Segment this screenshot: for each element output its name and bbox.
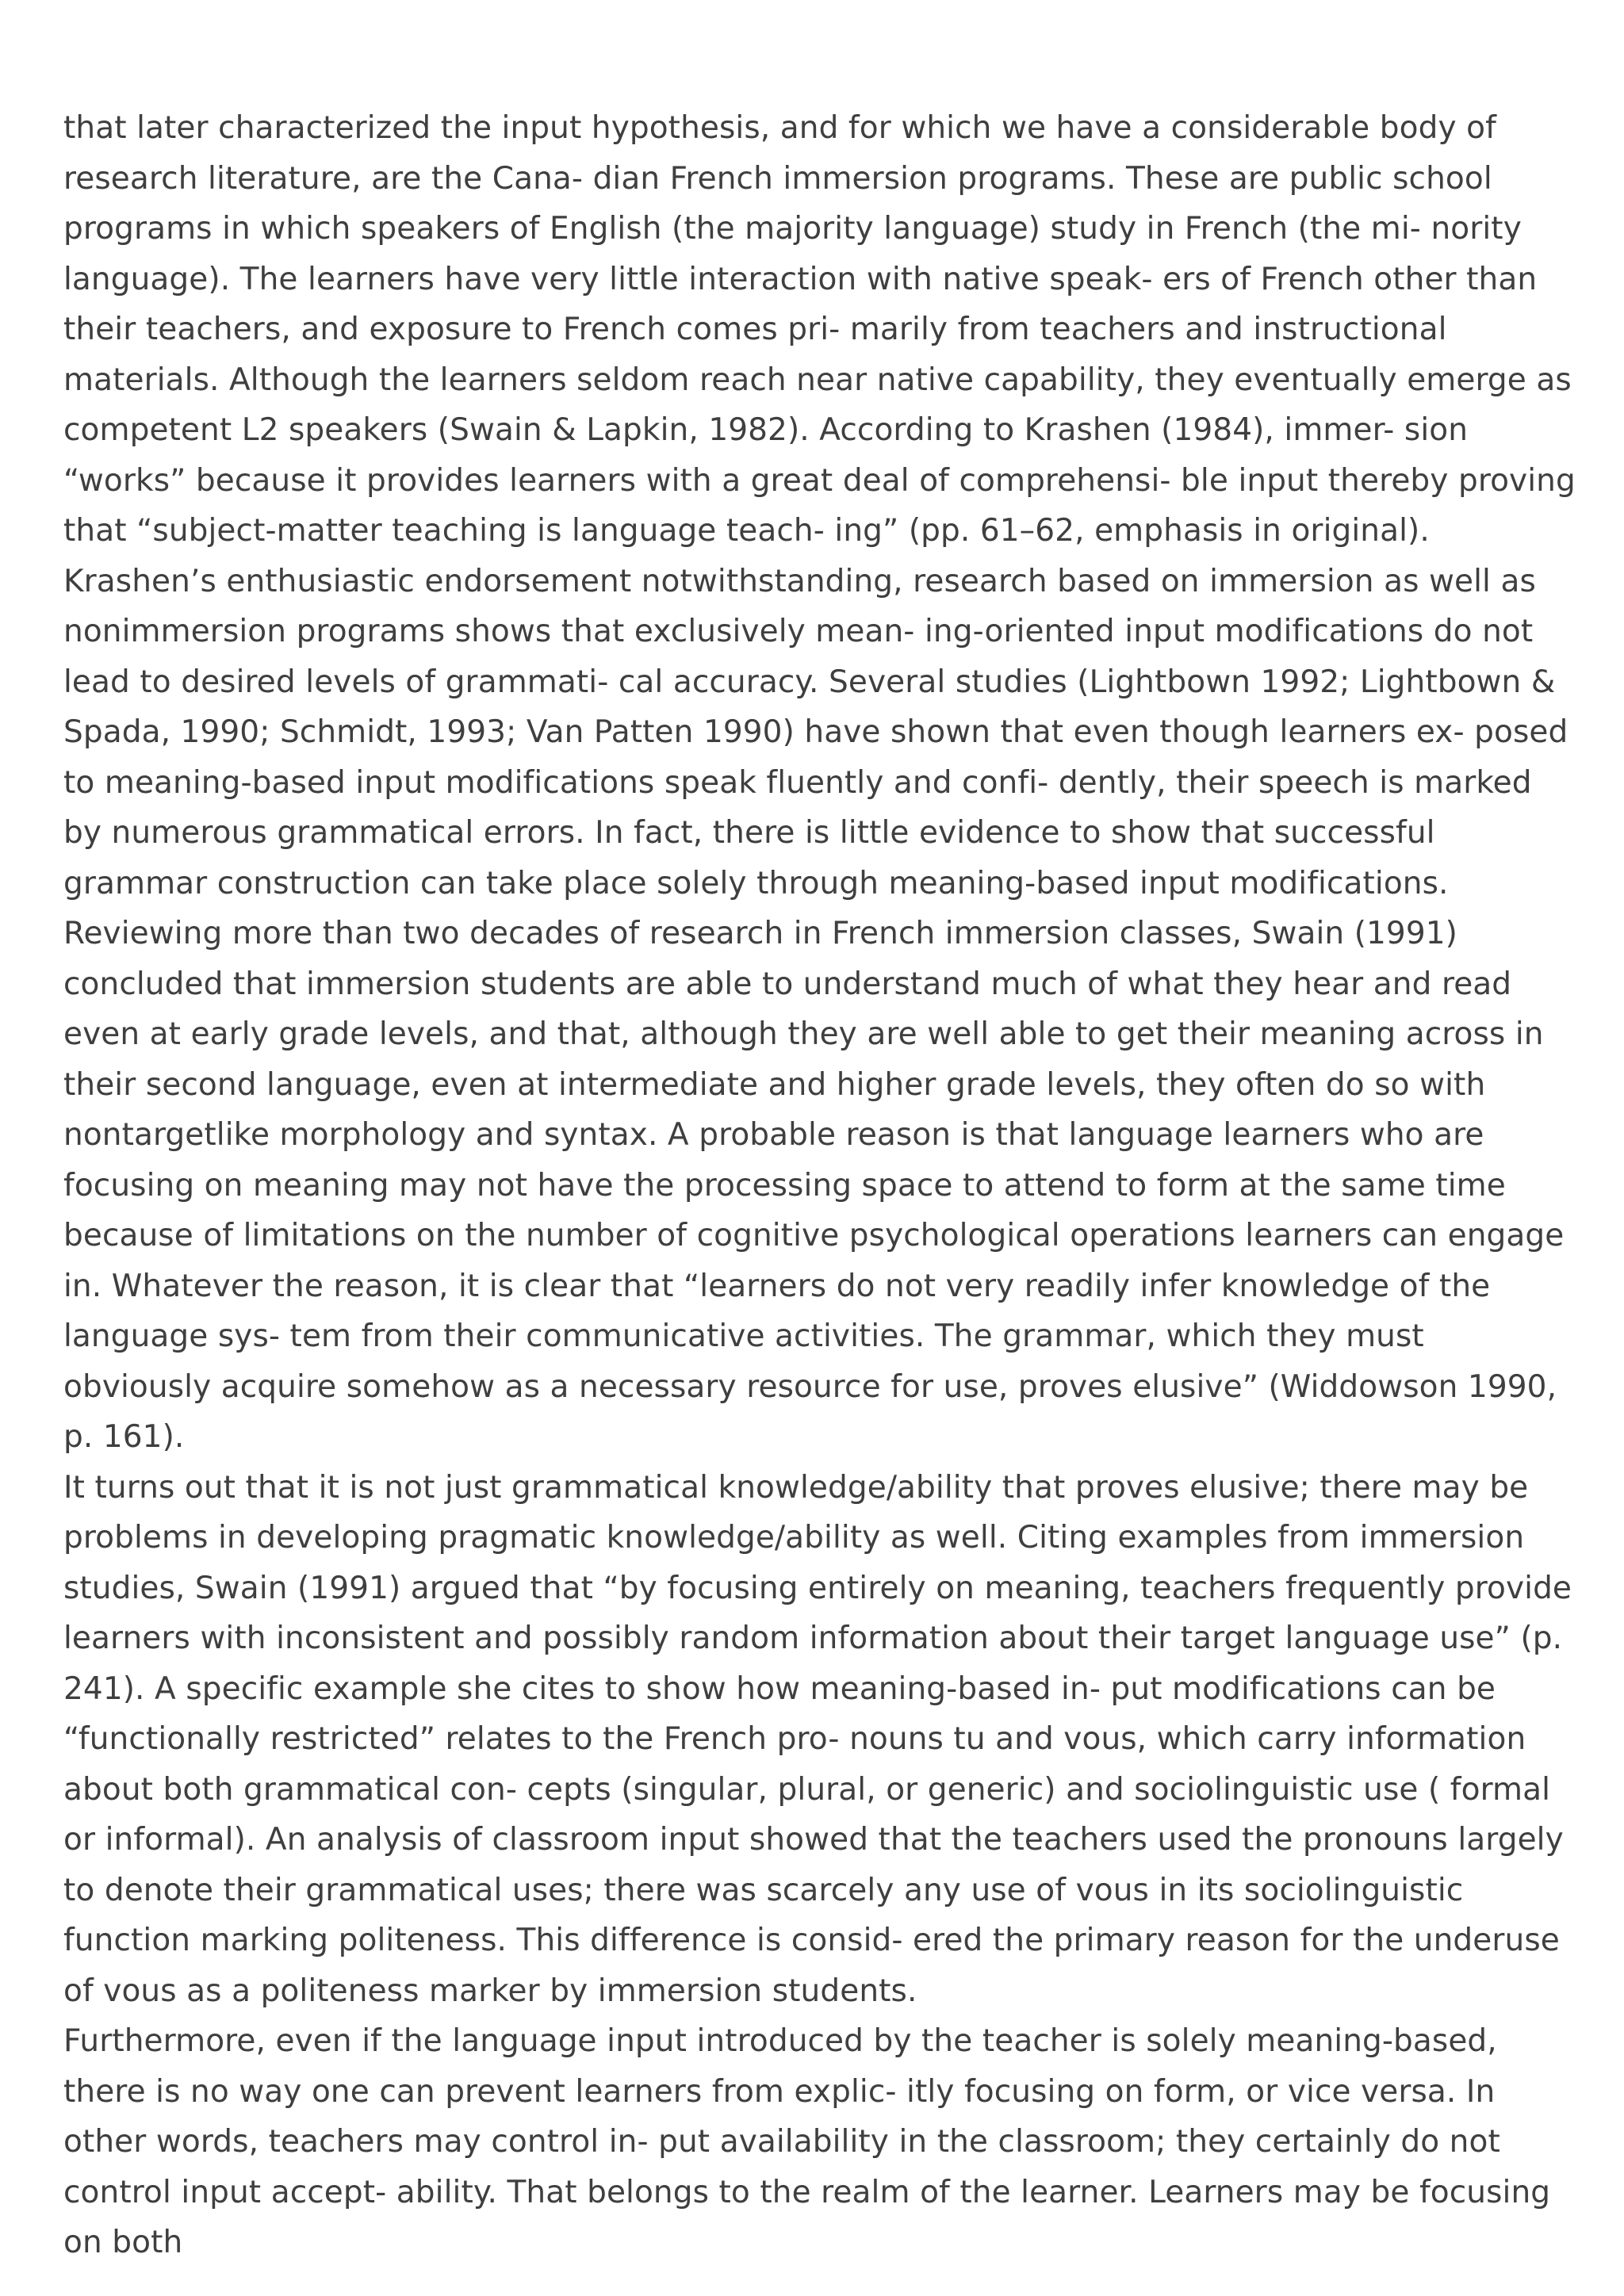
paragraph-4: Furthermore, even if the language input introduced by the teacher is solely meaning-based, there is no way one can prevent learners from explic- itly focusing on form, or vice versa. In other words, teachers may control in- put availability in the classroom; they certainly do not control input accept- ability. That belongs to the realm of the learner. Learners may be focusing on both <box>63 2023 1551 2260</box>
paragraph-2: Krashen’s enthusiastic endorsement notwithstanding, research based on immersion as well as nonimmersion programs shows that exclusively mean- ing-oriented input modifications do not lead to desired levels of grammati- cal accuracy. Several studies (Lightbown 1992; Lightbown & Spada, 1990; Schmidt, 1993; Van Patten 1990) have shown that even though learners ex- posed to meaning-based input modifications speak fluently and confi- dently, their speech is marked by numerous grammatical errors. In fact, there is little evidence to show that successful grammar construction can take place solely through meaning-based input modifications. Reviewing more than two decades of research in French immersion classes, Swain (1991) concluded that immersion students are able to understand much of what they hear and read even at early grade levels, and that, although they are well able to get their meaning across in their second language, even at intermediate and higher grade levels, they often do so with nontargetlike morphology and syntax. A probable reason is that language learners who are focusing on meaning may not have the processing space to attend to form at the same time because of limitations on the number of cognitive psychological operations learners can engage in. Whatever the reason, it is clear that “learners do not very readily infer knowledge of the language sys- tem from their communicative activities. The grammar, which they must obviously acquire somehow as a necessary resource for use, proves elusive” (Widdowson 1990, p. 161). <box>63 563 1568 1455</box>
paragraph-3: It turns out that it is not just grammatical knowledge/ability that proves elusive; there may be problems in developing pragmatic knowledge/ability as well. Citing examples from immersion studies, Swain (1991) argued that “by focusing entirely on meaning, teachers frequently provide learners with inconsistent and possibly random information about their target language use” (p. 241). A specific example she cites to show how meaning-based in- put modifications can be “functionally restricted” relates to the French pro- nouns tu and vous, which carry information about both grammatical con- cepts (singular, plural, or generic) and sociolinguistic use ( formal or informal). An analysis of classroom input showed that the teachers used the pronouns largely to denote their grammatical uses; there was scarcely any use of vous in its sociolinguistic function marking politeness. This difference is consid- ered the primary reason for the underuse of vous as a politeness marker by immersion students. <box>63 1469 1572 2009</box>
paragraph-1: that later characterized the input hypothesis, and for which we have a considerable body of research literature, are the Cana- dian French immersion programs. These are public school programs in which speakers of English (the majority language) study in French (the mi- nority language). The learners have very little interaction with native speak- ers of French other than their teachers, and exposure to French comes pri- marily from teachers and instructional materials. Although the learners seldom reach near native capability, they eventually emerge as competent L2 speakers (Swain & Lapkin, 1982). According to Krashen (1984), immer- sion “works” because it provides learners with a great deal of comprehensi- ble input thereby proving that “subject-matter teaching is language teach- ing” (pp. 61–62, emphasis in original). <box>63 110 1576 549</box>
document-body <box>63 103 1578 2268</box>
